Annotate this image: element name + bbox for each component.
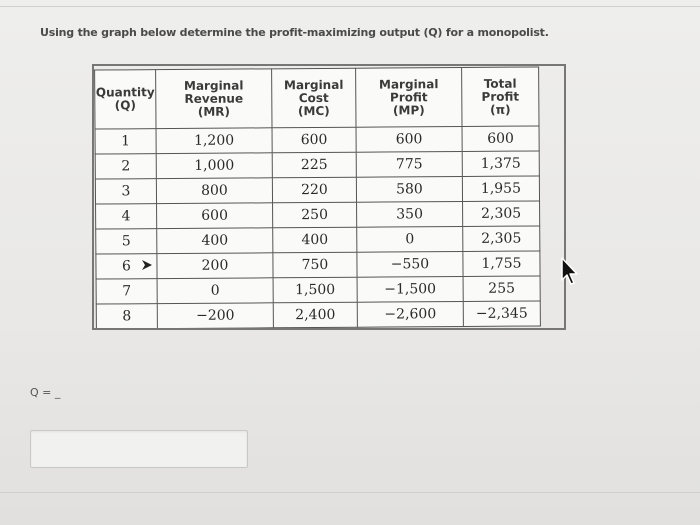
cell-quantity: 6 [96, 254, 157, 279]
header-marginal-revenue [156, 69, 272, 129]
cell-quantity: 7 [96, 279, 157, 304]
table-row [95, 176, 539, 204]
header-line: (MP) [392, 102, 425, 117]
cell-mp: 0 [357, 226, 463, 252]
cell-mp: −1,500 [357, 276, 463, 302]
header-line: Marginal [378, 76, 439, 92]
header-marginal-profit [356, 67, 462, 127]
table-row [96, 301, 540, 329]
cell-mc: 250 [273, 202, 357, 228]
cell-mr: 200 [157, 253, 273, 279]
profit-table [94, 66, 541, 329]
cell-mp: 775 [356, 151, 462, 177]
top-divider [0, 6, 700, 7]
cell-mr: −200 [157, 303, 273, 329]
answer-input[interactable] [30, 430, 248, 468]
header-line: (Q) [114, 98, 136, 113]
cell-total-profit: 1,755 [463, 251, 540, 277]
cell-mc: 1,500 [273, 277, 357, 303]
header-total-profit [462, 67, 539, 127]
cell-total-profit: 1,375 [462, 151, 539, 177]
header-marginal-cost [272, 68, 356, 128]
header-line: Profit [481, 89, 520, 104]
cell-total-profit: 2,305 [463, 226, 540, 252]
answer-label: Q = _ [30, 386, 61, 399]
header-line: (MR) [197, 104, 231, 119]
cell-total-profit: 255 [463, 276, 540, 302]
mouse-pointer-icon [560, 256, 582, 286]
cell-total-profit: 1,955 [462, 176, 539, 202]
cell-mr: 0 [157, 278, 273, 304]
header-line: (MC) [297, 103, 330, 118]
cell-total-profit: 2,305 [463, 201, 540, 227]
cell-quantity: 1 [95, 129, 156, 154]
header-line: Cost [298, 90, 329, 105]
cell-mc: 220 [272, 177, 356, 203]
table-row [96, 226, 540, 254]
bottom-divider [0, 492, 700, 493]
header-line: Total [483, 76, 517, 91]
table-row [95, 126, 539, 154]
header-line: Marginal [183, 78, 244, 93]
cell-mp: −2,600 [357, 301, 463, 327]
cell-mc: 2,400 [273, 302, 357, 328]
cell-mc: 750 [273, 252, 357, 278]
cell-mr: 1,200 [156, 128, 272, 154]
header-line: Revenue [184, 91, 244, 106]
cell-quantity: 3 [95, 179, 156, 204]
table-header-row [95, 67, 539, 129]
small-arrow-icon [140, 258, 154, 272]
cell-mc: 400 [273, 227, 357, 253]
table-row [96, 201, 540, 229]
cell-mp: 600 [356, 126, 462, 152]
cell-quantity: 5 [96, 229, 157, 254]
cell-mp: 580 [356, 176, 462, 202]
header-line: Quantity [95, 85, 155, 100]
cell-quantity: 2 [95, 154, 156, 179]
cell-mr: 600 [157, 203, 273, 229]
cell-total-profit: 600 [462, 126, 539, 152]
header-line: Marginal [283, 77, 344, 92]
cell-mr: 400 [157, 228, 273, 254]
cell-mp: 350 [357, 201, 463, 227]
table-row [95, 151, 539, 179]
question-text: Using the graph below determine the profit-maximizing output (Q) for a monopolist. [40, 26, 549, 39]
cell-quantity: 8 [96, 304, 157, 329]
table-row [96, 276, 540, 304]
cell-total-profit: −2,345 [463, 301, 540, 327]
cell-mc: 600 [272, 127, 356, 153]
table-row [96, 251, 540, 279]
cell-mr: 800 [156, 178, 272, 204]
cell-mp: −550 [357, 251, 463, 277]
header-quantity [95, 70, 156, 129]
cell-quantity: 4 [96, 204, 157, 229]
cell-mc: 225 [272, 152, 356, 178]
cell-mr: 1,000 [156, 153, 272, 179]
header-line: (π) [490, 102, 511, 117]
header-line: Profit [389, 89, 428, 104]
